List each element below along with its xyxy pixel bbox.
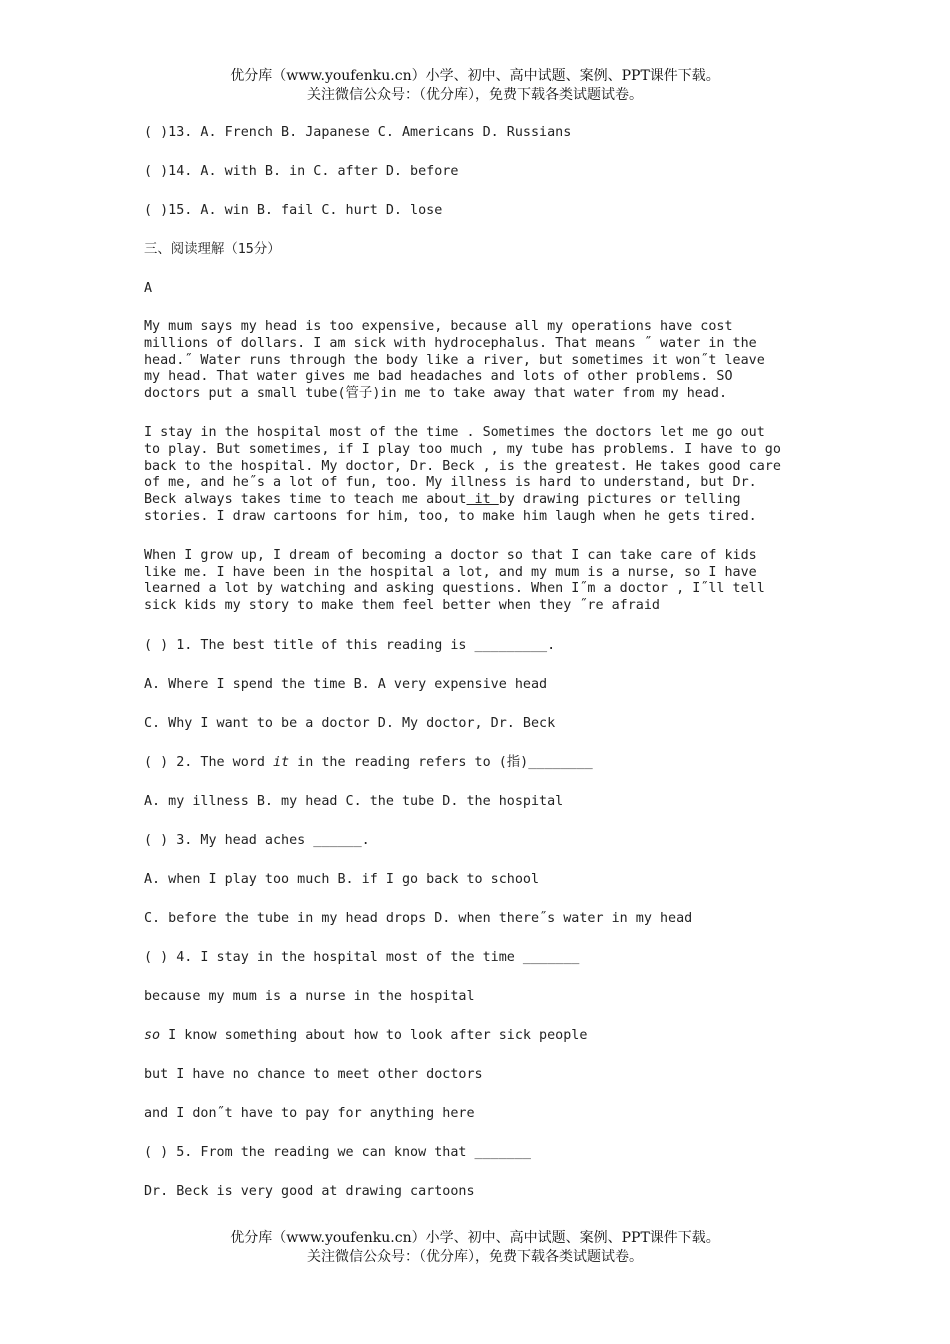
cloze-question-14: ( )14. A. with B. in C. after D. before bbox=[144, 164, 459, 179]
page-footer bbox=[0, 1229, 950, 1267]
option-text: I know something about how to look after sick people bbox=[160, 1027, 588, 1043]
passage-label: A bbox=[144, 281, 153, 296]
question-4-option-d: and I don˝t have to pay for anything here bbox=[144, 1105, 475, 1121]
question-3-options-ab: A. when I play too much B. if I go back to school bbox=[144, 871, 540, 887]
footer-line-1: 优分库（www.youfenku.cn）小学、初中、高中试题、案例、PPT课件下载。 bbox=[230, 1230, 720, 1246]
passage-line: learned a lot by watching and asking questions. When I˝m a doctor , I˝ll tell bbox=[144, 581, 765, 597]
passage-paragraph-2 bbox=[144, 425, 814, 526]
question-3-options-cd: C. before the tube in my head drops D. when there˝s water in my head bbox=[144, 910, 693, 926]
passage-line: of me, and he˝s a lot of fun, too. My illness is hard to understand, but Dr. bbox=[144, 475, 757, 491]
italic-so: so bbox=[144, 1027, 161, 1043]
question-text: ( ) 2. The word bbox=[144, 754, 273, 770]
header-line-1: 优分库（www.youfenku.cn）小学、初中、高中试题、案例、PPT课件下载。 bbox=[230, 68, 720, 84]
passage-text: by drawing pictures or telling bbox=[498, 492, 741, 508]
passage-line: head.˝ Water runs through the body like a river, but sometimes it won˝t leave bbox=[144, 352, 765, 368]
question-text: in the reading refers to (指)________ bbox=[289, 754, 593, 770]
passage-line: When I grow up, I dream of becoming a doctor so that I can take care of kids bbox=[144, 547, 757, 563]
cloze-question-15: ( )15. A. win B. fail C. hurt D. lose bbox=[144, 203, 443, 218]
passage-line: stories. I draw cartoons for him, too, to make him laugh when he gets tired. bbox=[144, 508, 757, 524]
question-2 bbox=[144, 754, 814, 771]
question-5: ( ) 5. From the reading we can know that _______ bbox=[144, 1144, 531, 1160]
passage-line bbox=[144, 492, 814, 509]
passage-line: millions of dollars. I am sick with hydrocephalus. That means ˝ water in the bbox=[144, 335, 757, 351]
question-4-option-b bbox=[144, 1027, 814, 1044]
passage-line: sick kids my story to make them feel better when they ˝re afraid bbox=[144, 598, 660, 614]
italic-it: it bbox=[273, 754, 290, 770]
passage-line: my head. That water gives me bad headaches and lots of other problems. SO bbox=[144, 369, 733, 385]
passage-line: My mum says my head is too expensive, because all my operations have cost bbox=[144, 319, 733, 334]
underlined-it: it bbox=[466, 492, 499, 508]
question-3: ( ) 3. My head aches ______. bbox=[144, 832, 370, 848]
question-5-option-a: Dr. Beck is very good at drawing cartoons bbox=[144, 1183, 475, 1199]
passage-line: I stay in the hospital most of the time . Sometimes the doctors let me go out bbox=[144, 424, 765, 440]
section-title: 三、阅读理解（15分） bbox=[144, 242, 281, 257]
question-1-options-ab: A. Where I spend the time B. A very expensive head bbox=[144, 676, 548, 692]
passage-line: like me. I have been in the hospital a lot, and my mum is a nurse, so I have bbox=[144, 564, 757, 580]
page-header bbox=[0, 67, 950, 105]
passage-line: doctors put a small tube(管子)in me to take away that water from my head. bbox=[144, 386, 728, 402]
question-4-option-c: but I have no chance to meet other doctors bbox=[144, 1066, 483, 1082]
question-1-options-cd: C. Why I want to be a doctor D. My doctor, Dr. Beck bbox=[144, 715, 556, 731]
passage-line: to play. But sometimes, if I play too much , my tube has problems. I have to go bbox=[144, 441, 781, 457]
question-1: ( ) 1. The best title of this reading is _________. bbox=[144, 637, 556, 653]
passage-text: Beck always takes time to teach me about bbox=[144, 492, 467, 508]
passage-paragraph-1 bbox=[144, 319, 814, 403]
cloze-question-13: ( )13. A. French B. Japanese C. Americans D. Russians bbox=[144, 125, 572, 140]
document-body bbox=[144, 124, 814, 1222]
question-2-options: A. my illness B. my head C. the tube D. the hospital bbox=[144, 793, 564, 809]
footer-line-2: 关注微信公众号：（优分库），免费下载各类试题试卷。 bbox=[307, 1249, 643, 1265]
passage-paragraph-3 bbox=[144, 548, 814, 615]
passage-line: back to the hospital. My doctor, Dr. Beck , is the greatest. He takes good care bbox=[144, 458, 781, 474]
question-4: ( ) 4. I stay in the hospital most of the time _______ bbox=[144, 949, 580, 965]
question-4-option-a: because my mum is a nurse in the hospital bbox=[144, 988, 475, 1004]
header-line-2: 关注微信公众号：（优分库），免费下载各类试题试卷。 bbox=[307, 87, 643, 103]
